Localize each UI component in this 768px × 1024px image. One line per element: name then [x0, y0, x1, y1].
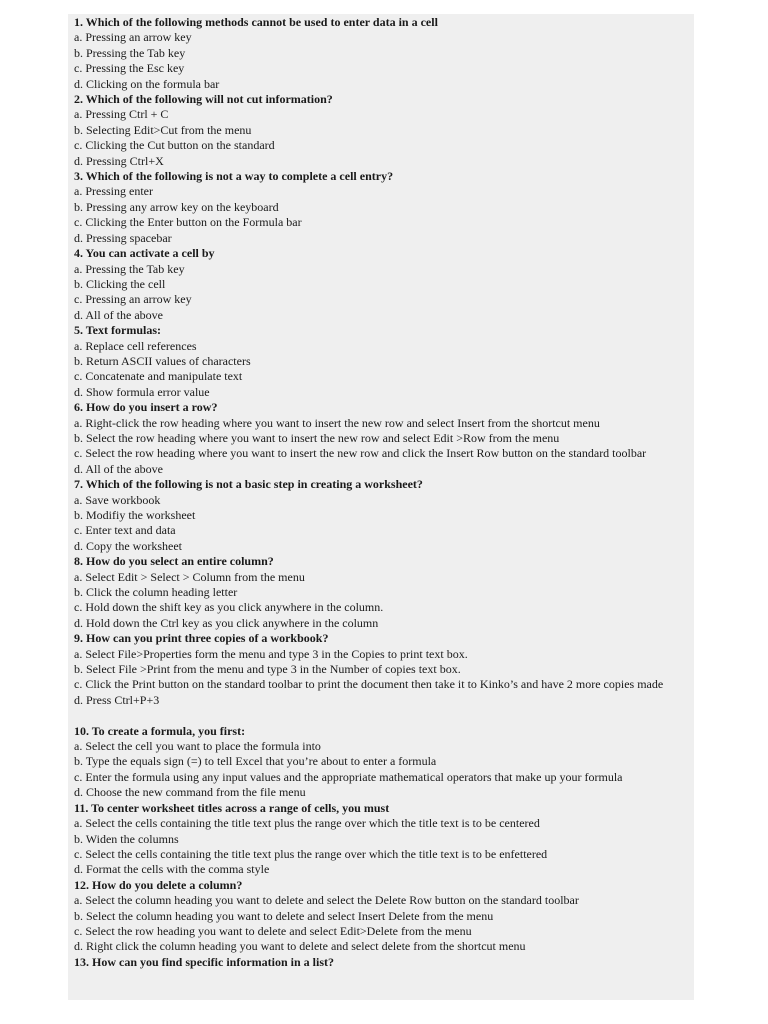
answer-option: d. Copy the worksheet	[74, 538, 182, 553]
answer-option: b. Pressing the Tab key	[74, 45, 186, 60]
question-heading: 11. To center worksheet titles across a range of cells, you must	[74, 800, 390, 815]
answer-option: a. Select the column heading you want to delete and select the Delete Row button on the standard toolbar	[74, 893, 579, 908]
answer-option: b. Click the column heading letter	[74, 585, 238, 600]
answer-option: c. Hold down the shift key as you click anywhere in the column.	[74, 600, 384, 615]
answer-option: c. Select the row heading where you want to insert the new row and click the Insert Row button on the standard toolbar	[74, 446, 647, 461]
answer-option: d. All of the above	[74, 307, 163, 322]
answer-option: b. Selecting Edit>Cut from the menu	[74, 122, 252, 137]
answer-option: c. Enter the formula using any input values and the appropriate mathematical operators that make up your formula	[74, 769, 623, 784]
question-heading: 8. How do you select an entire column?	[74, 554, 274, 569]
answer-option: a. Select the cells containing the title text plus the range over which the title text is to be centered	[74, 816, 540, 831]
answer-option: c. Pressing the Esc key	[74, 61, 185, 76]
question-heading: 12. How do you delete a column?	[74, 877, 243, 892]
question-heading: 4. You can activate a cell by	[74, 246, 215, 261]
answer-option: c. Select the row heading you want to delete and select Edit>Delete from the menu	[74, 923, 472, 938]
question-heading: 9. How can you print three copies of a workbook?	[74, 631, 329, 646]
answer-option: d. Right click the column heading you want to delete and select delete from the shortcut menu	[74, 939, 526, 954]
answer-option: c. Concatenate and manipulate text	[74, 369, 243, 384]
answer-option: a. Right-click the row heading where you want to insert the new row and select Insert from the shortcut menu	[74, 415, 600, 430]
answer-option: d. All of the above	[74, 461, 163, 476]
question-heading: 3. Which of the following is not a way to complete a cell entry?	[74, 169, 394, 184]
answer-option: c. Clicking the Cut button on the standard	[74, 138, 275, 153]
answer-option: b. Type the equals sign (=) to tell Excel that you’re about to enter a formula	[74, 754, 437, 769]
answer-option: a. Replace cell references	[74, 338, 197, 353]
answer-option: d. Hold down the Ctrl key as you click anywhere in the column	[74, 615, 379, 630]
answer-option: c. Click the Print button on the standard toolbar to print the document then take it to Kinko’s and have 2 more copies made	[74, 677, 664, 692]
question-list	[74, 15, 690, 970]
answer-option: a. Pressing an arrow key	[74, 30, 192, 45]
answer-option: c. Pressing an arrow key	[74, 292, 192, 307]
question-heading: 5. Text formulas:	[74, 323, 161, 338]
answer-option: b. Widen the columns	[74, 831, 179, 846]
question-heading: 2. Which of the following will not cut information?	[74, 92, 333, 107]
answer-option: b. Select the column heading you want to delete and select Insert Delete from the menu	[74, 908, 494, 923]
question-heading: 1. Which of the following methods cannot be used to enter data in a cell	[74, 15, 438, 29]
question-heading: 7. Which of the following is not a basic step in creating a worksheet?	[74, 477, 423, 492]
answer-option: b. Select File >Print from the menu and type 3 in the Number of copies text box.	[74, 662, 461, 677]
answer-option: b. Select the row heading where you want to insert the new row and select Edit >Row from the menu	[74, 430, 560, 445]
answer-option: c. Clicking the Enter button on the Formula bar	[74, 215, 302, 230]
question-heading: 6. How do you insert a row?	[74, 400, 218, 415]
answer-option: a. Select Edit > Select > Column from the menu	[74, 569, 305, 584]
answer-option: b. Modifiy the worksheet	[74, 508, 196, 522]
answer-option: a. Save workbook	[74, 492, 161, 507]
answer-option: d. Format the cells with the comma style	[74, 862, 270, 877]
answer-option: a. Pressing the Tab key	[74, 261, 185, 276]
blank-line	[74, 708, 690, 723]
answer-option: d. Pressing Ctrl+X	[74, 153, 164, 168]
answer-option: d. Choose the new command from the file menu	[74, 785, 306, 800]
answer-option: a. Pressing enter	[74, 184, 153, 199]
answer-option: b. Return ASCII values of characters	[74, 353, 251, 368]
answer-option: a. Select File>Properties form the menu and type 3 in the Copies to print text box.	[74, 646, 468, 661]
question-heading: 10. To create a formula, you first:	[74, 723, 246, 738]
document-page	[68, 14, 694, 1000]
answer-option: b. Pressing any arrow key on the keyboard	[74, 199, 279, 214]
answer-option: b. Clicking the cell	[74, 276, 166, 291]
answer-option: d. Pressing spacebar	[74, 230, 172, 245]
answer-option: d. Show formula error value	[74, 384, 210, 399]
answer-option: a. Pressing Ctrl + C	[74, 107, 169, 122]
answer-option: a. Select the cell you want to place the formula into	[74, 739, 321, 754]
question-heading: 13. How can you find specific information in a list?	[74, 954, 335, 969]
answer-option: d. Clicking on the formula bar	[74, 76, 220, 91]
answer-option: c. Enter text and data	[74, 523, 176, 538]
answer-option: c. Select the cells containing the title text plus the range over which the title text is to be enfettered	[74, 846, 548, 861]
answer-option: d. Press Ctrl+P+3	[74, 692, 160, 707]
